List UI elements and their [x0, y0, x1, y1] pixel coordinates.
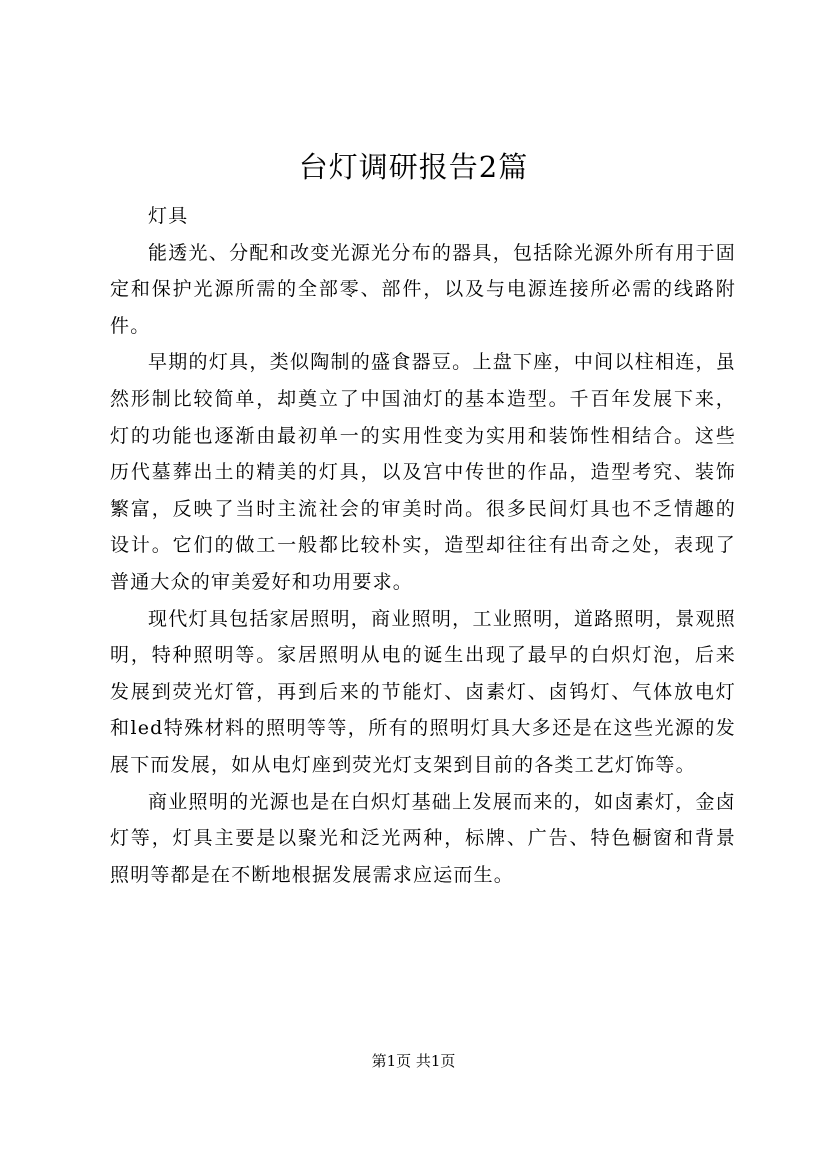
paragraph-history: 早期的灯具，类似陶制的盛食器豆。上盘下座，中间以柱相连，虽然形制比较简单，却奠立了中国油灯的基本造型。千百年发展下来，灯的功能也逐渐由最初单一的实用性变为实用和装饰性相结合。这些历代墓葬出土的精美的灯具，以及宫中传世的作品，造型考究、装饰繁富，反映了当时主流社会的审美时尚。很多民间灯具也不乏情趣的设计。它们的做工一般都比较朴实，造型却往往有出奇之处，表现了普通大众的审美爱好和功用要求。 — [110, 351, 736, 593]
paragraph-modern-lamps: 现代灯具包括家居照明，商业照明，工业照明，道路照明，景观照明，特种照明等。家居照明从电的诞生出现了最早的白炽灯泡，后来发展到荧光灯管，再到后来的节能灯、卤素灯、卤钨灯、气体放电灯和led特殊材料的照明等等，所有的照明灯具大多还是在这些光源的发展下而发展，如从电灯座到荧光灯支架到目前的各类工艺灯饰等。 — [110, 607, 736, 776]
paragraph-commercial-lighting: 商业照明的光源也是在白炽灯基础上发展而来的，如卤素灯，金卤灯等，灯具主要是以聚光和泛光两种，标牌、广告、特色橱窗和背景照明等都是在不断地根据发展需求应运而生。 — [110, 790, 736, 886]
page-title: 台灯调研报告2篇 — [298, 150, 529, 184]
page-footer: 第1页 共1页 — [371, 1052, 456, 1070]
document-body — [110, 198, 736, 893]
paragraph-heading-lamps: 灯具 — [148, 205, 189, 227]
paragraph-definition: 能透光、分配和改变光源光分布的器具，包括除光源外所有用于固定和保护光源所需的全部零、部件，以及与电源连接所必需的线路附件。 — [110, 241, 736, 337]
